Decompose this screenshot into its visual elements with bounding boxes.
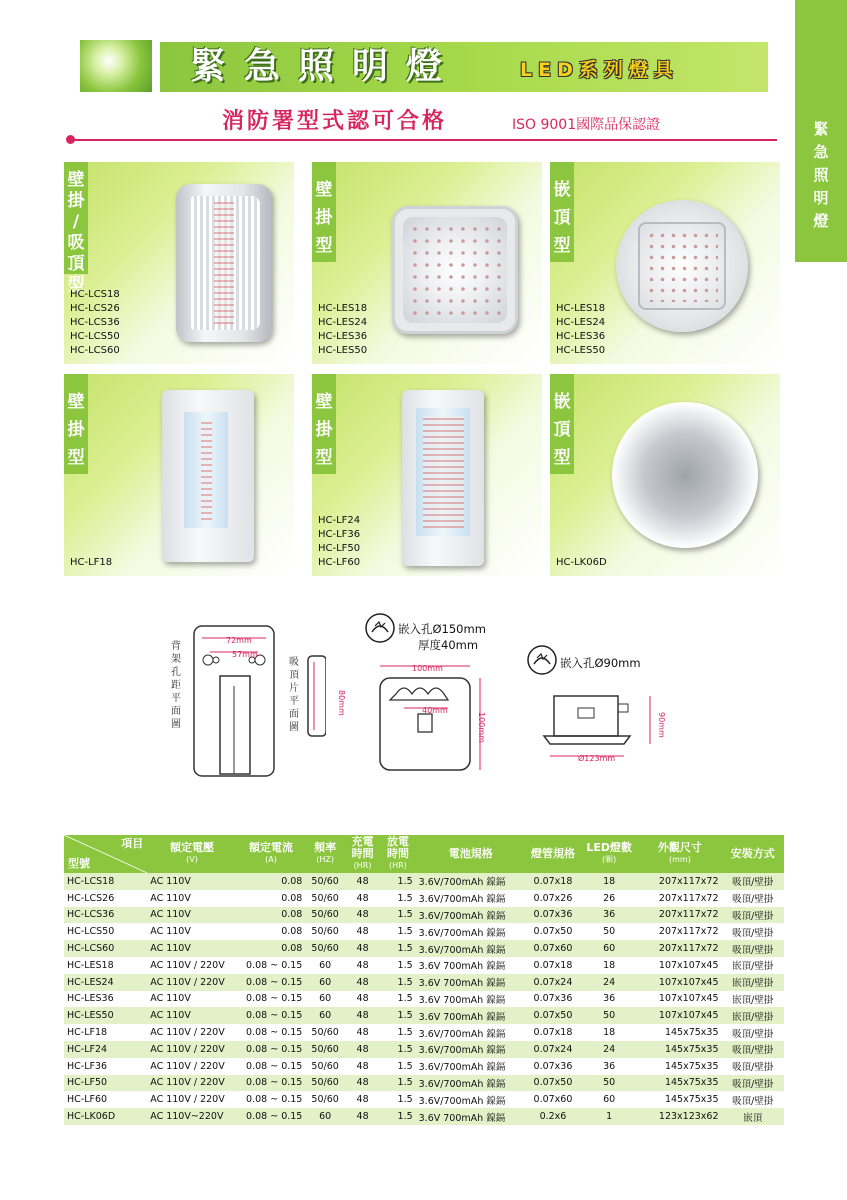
table-cell: 24 <box>580 974 638 991</box>
table-cell: 107x107x45 <box>638 974 721 991</box>
table-cell: 3.6V/700mAh 鎳鎘 <box>416 923 526 940</box>
model-item: HC-LES18 <box>556 303 606 314</box>
table-cell: 123x123x62 <box>638 1108 721 1125</box>
dim-123: Ø123mm <box>578 754 616 763</box>
table-cell: 48 <box>345 1007 380 1024</box>
table-cell: AC 110V <box>147 907 236 924</box>
table-cell: 0.08 <box>237 940 306 957</box>
table-cell: 嵌頂/壁掛 <box>722 1007 784 1024</box>
table-cell: 60 <box>580 1091 638 1108</box>
table-cell: 嵌頂/壁掛 <box>722 974 784 991</box>
card-type-label: 壁 掛 / 吸 頂 型 <box>67 170 85 295</box>
table-cell: 50 <box>580 923 638 940</box>
model-item: HC-LF18 <box>70 557 113 568</box>
table-cell: 1.5 <box>380 957 415 974</box>
table-cell: 吸頂/壁掛 <box>722 907 784 924</box>
table-cell: 嵌頂/壁掛 <box>722 991 784 1008</box>
table-cell: HC-LES24 <box>64 974 147 991</box>
certification-main: 消防署型式認可合格 <box>222 109 448 134</box>
model-list <box>70 288 120 358</box>
table-cell: HC-LCS36 <box>64 907 147 924</box>
table-cell: 145x75x35 <box>638 1091 721 1108</box>
table-cell: 48 <box>345 923 380 940</box>
card-type-strip <box>64 162 88 295</box>
table-cell: HC-LCS50 <box>64 923 147 940</box>
table-header-row <box>64 835 784 873</box>
model-item: HC-LES50 <box>318 345 368 356</box>
card-type-label: 壁 掛 型 <box>315 392 333 468</box>
table-cell: 50/60 <box>305 890 345 907</box>
table-cell: 0.08 <box>237 907 306 924</box>
table-row <box>64 923 784 940</box>
table-cell: 50/60 <box>305 940 345 957</box>
table-cell: 0.07x24 <box>526 1041 580 1058</box>
table-cell: 50/60 <box>305 1024 345 1041</box>
table-cell: 1.5 <box>380 873 415 890</box>
table-cell: 0.08 ~ 0.15 <box>237 1091 306 1108</box>
table-cell: 48 <box>345 1108 380 1125</box>
table-cell: AC 110V / 220V <box>147 1091 236 1108</box>
table-cell: 0.08 ~ 0.15 <box>237 974 306 991</box>
lamp-photo <box>402 390 484 566</box>
table-cell: 吸頂/壁掛 <box>722 940 784 957</box>
table-cell: AC 110V <box>147 940 236 957</box>
model-item: HC-LES24 <box>556 317 606 328</box>
header-battery: 電池規格 <box>416 835 526 873</box>
header-current: 額定電流 (A) <box>237 835 306 873</box>
table-cell: AC 110V <box>147 873 236 890</box>
model-item: HC-LES36 <box>556 331 606 342</box>
page-title: 緊急照明燈 <box>190 46 461 87</box>
model-item: HC-LES50 <box>556 345 606 356</box>
table-cell: 107x107x45 <box>638 1007 721 1024</box>
table-cell: 60 <box>305 991 345 1008</box>
card-type-label: 壁 掛 型 <box>315 180 333 256</box>
lamp-photo <box>612 402 758 548</box>
product-card-lf18 <box>64 374 294 576</box>
table-cell: 0.07x18 <box>526 873 580 890</box>
table-cell: 50/60 <box>305 1058 345 1075</box>
dim-80: 80mm <box>337 690 346 716</box>
table-cell: 3.6V 700mAh 鎳鎘 <box>416 974 526 991</box>
table-cell: 145x75x35 <box>638 1024 721 1041</box>
table-cell: 18 <box>580 1024 638 1041</box>
table-cell: 1.5 <box>380 940 415 957</box>
dim-100-width: 100mm <box>412 664 443 673</box>
table-cell: AC 110V <box>147 1007 236 1024</box>
header-model: 型號 <box>68 857 90 870</box>
header-size: 外觀尺寸 (mm) <box>638 835 721 873</box>
header-charge-time: 充電時間 (HR) <box>345 835 380 873</box>
model-item: HC-LCS18 <box>70 289 120 300</box>
table-cell: AC 110V / 220V <box>147 974 236 991</box>
table-cell: 3.6V 700mAh 鎳鎘 <box>416 1007 526 1024</box>
table-cell: 1.5 <box>380 1058 415 1075</box>
model-item: HC-LF24 <box>318 515 361 526</box>
model-item: HC-LF50 <box>318 543 361 554</box>
table-row <box>64 1007 784 1024</box>
table-cell: HC-LES18 <box>64 957 147 974</box>
model-list <box>318 302 367 358</box>
table-cell: 48 <box>345 940 380 957</box>
card-type-strip <box>550 374 574 474</box>
table-cell: 0.07x24 <box>526 974 580 991</box>
table-cell: 50 <box>580 1007 638 1024</box>
table-row <box>64 1108 784 1125</box>
product-card-lf <box>312 374 542 576</box>
lamp-photo <box>392 206 518 334</box>
table-cell: 0.07x18 <box>526 957 580 974</box>
table-cell: 207x117x72 <box>638 940 721 957</box>
table-cell: 0.07x60 <box>526 1091 580 1108</box>
table-cell: 0.08 ~ 0.15 <box>237 957 306 974</box>
table-cell: 吸頂/壁掛 <box>722 1091 784 1108</box>
side-tab <box>795 0 847 262</box>
table-cell: 0.08 ~ 0.15 <box>237 1041 306 1058</box>
card-type-strip <box>64 374 88 474</box>
table-cell: 107x107x45 <box>638 957 721 974</box>
table-cell: 1.5 <box>380 907 415 924</box>
table-cell: 26 <box>580 890 638 907</box>
card-type-strip <box>550 162 574 262</box>
table-cell: 50/60 <box>305 1041 345 1058</box>
table-cell: 1.5 <box>380 1041 415 1058</box>
card-type-label: 壁 掛 型 <box>67 392 85 468</box>
table-cell: 0.08 ~ 0.15 <box>237 991 306 1008</box>
product-card-les-recessed <box>550 162 780 364</box>
table-cell: 1.5 <box>380 1091 415 1108</box>
table-cell: 1.5 <box>380 974 415 991</box>
lamp-photo <box>162 390 254 562</box>
table-cell: 60 <box>305 957 345 974</box>
dim-90: 90mm <box>657 712 666 738</box>
table-cell: 1.5 <box>380 1075 415 1092</box>
table-cell: 48 <box>345 991 380 1008</box>
table-cell: HC-LF18 <box>64 1024 147 1041</box>
model-item: HC-LES18 <box>318 303 368 314</box>
table-cell: 3.6V/700mAh 鎳鎘 <box>416 1024 526 1041</box>
table-cell: 207x117x72 <box>638 907 721 924</box>
page-subtitle: LED系列燈具 <box>520 59 679 81</box>
table-cell: 107x107x45 <box>638 991 721 1008</box>
table-cell: 0.08 <box>237 923 306 940</box>
table-cell: 145x75x35 <box>638 1058 721 1075</box>
table-cell: 50/60 <box>305 1091 345 1108</box>
table-cell: 吸頂/壁掛 <box>722 890 784 907</box>
table-cell: 24 <box>580 1041 638 1058</box>
cutout-150-label: 嵌入孔Ø150mm <box>398 622 486 636</box>
table-cell: HC-LES36 <box>64 991 147 1008</box>
table-cell: AC 110V / 220V <box>147 1075 236 1092</box>
card-type-label: 嵌 頂 型 <box>553 392 571 468</box>
dim-57: 57mm <box>232 650 258 659</box>
table-cell: 48 <box>345 890 380 907</box>
header-install: 安裝方式 <box>722 835 784 873</box>
table-cell: 0.07x50 <box>526 923 580 940</box>
table-cell: 吸頂/壁掛 <box>722 923 784 940</box>
certification-iso: ISO 9001國際品保認證 <box>512 117 661 133</box>
model-list <box>70 556 112 570</box>
table-cell: 1.5 <box>380 1007 415 1024</box>
table-cell: HC-LES50 <box>64 1007 147 1024</box>
table-cell: 145x75x35 <box>638 1041 721 1058</box>
table-cell: 18 <box>580 957 638 974</box>
table-cell: 36 <box>580 991 638 1008</box>
table-cell: 145x75x35 <box>638 1075 721 1092</box>
table-cell: 嵌頂/壁掛 <box>722 957 784 974</box>
side-tab-label: 緊 急 照 明 燈 <box>813 120 829 230</box>
card-type-label: 嵌 頂 型 <box>553 180 571 256</box>
cutout-icon-90 <box>526 644 558 676</box>
table-row <box>64 991 784 1008</box>
dim-40: 40mm <box>422 706 448 715</box>
table-cell: 48 <box>345 873 380 890</box>
table-row <box>64 1058 784 1075</box>
table-row <box>64 940 784 957</box>
table-cell: 3.6V/700mAh 鎳鎘 <box>416 1091 526 1108</box>
table-row <box>64 1024 784 1041</box>
table-cell: 0.08 <box>237 890 306 907</box>
table-cell: 60 <box>580 940 638 957</box>
header-frequency: 頻率 (HZ) <box>305 835 345 873</box>
table-cell: HC-LCS60 <box>64 940 147 957</box>
table-cell: 嵌頂 <box>722 1108 784 1125</box>
table-cell: 1.5 <box>380 1108 415 1125</box>
table-cell: 3.6V 700mAh 鎳鎘 <box>416 957 526 974</box>
header-rule <box>70 139 777 141</box>
spec-table <box>64 835 784 1125</box>
table-cell: 3.6V/700mAh 鎳鎘 <box>416 940 526 957</box>
product-card-lcs <box>64 162 294 364</box>
table-row <box>64 957 784 974</box>
thickness-label: 厚度40mm <box>418 638 479 652</box>
table-cell: 50/60 <box>305 873 345 890</box>
table-cell: 3.6V/700mAh 鎳鎘 <box>416 1058 526 1075</box>
table-cell: HC-LK06D <box>64 1108 147 1125</box>
table-cell: HC-LF24 <box>64 1041 147 1058</box>
table-cell: AC 110V <box>147 991 236 1008</box>
table-cell: 207x117x72 <box>638 873 721 890</box>
table-cell: AC 110V~220V <box>147 1108 236 1125</box>
table-cell: 3.6V 700mAh 鎳鎘 <box>416 991 526 1008</box>
table-cell: 0.2x6 <box>526 1108 580 1125</box>
table-cell: 48 <box>345 974 380 991</box>
model-item: HC-LES24 <box>318 317 368 328</box>
table-cell: 0.07x50 <box>526 1075 580 1092</box>
table-cell: AC 110V / 220V <box>147 1024 236 1041</box>
table-cell: 0.08 ~ 0.15 <box>237 1024 306 1041</box>
table-cell: 0.08 ~ 0.15 <box>237 1058 306 1075</box>
table-cell: 50/60 <box>305 907 345 924</box>
table-cell: 36 <box>580 907 638 924</box>
table-cell: AC 110V / 220V <box>147 1058 236 1075</box>
table-cell: 60 <box>305 974 345 991</box>
table-cell: HC-LF50 <box>64 1075 147 1092</box>
header-led-count: LED燈數 (顆) <box>580 835 638 873</box>
table-cell: 1.5 <box>380 890 415 907</box>
table-cell: 3.6V/700mAh 鎳鎘 <box>416 1041 526 1058</box>
table-cell: 0.08 <box>237 873 306 890</box>
table-cell: AC 110V / 220V <box>147 1041 236 1058</box>
table-cell: 吸頂/壁掛 <box>722 1024 784 1041</box>
header-discharge-time: 放電時間 (HR) <box>380 835 415 873</box>
table-row <box>64 907 784 924</box>
table-cell: 0.08 ~ 0.15 <box>237 1075 306 1092</box>
table-cell: 50/60 <box>305 1075 345 1092</box>
table-cell: 1.5 <box>380 923 415 940</box>
header-item: 項目 <box>121 837 144 850</box>
model-list <box>556 302 605 358</box>
table-cell: 3.6V 700mAh 鎳鎘 <box>416 1108 526 1125</box>
table-cell: HC-LF60 <box>64 1091 147 1108</box>
table-cell: 0.07x26 <box>526 890 580 907</box>
table-cell: 48 <box>345 1024 380 1041</box>
table-cell: HC-LF36 <box>64 1058 147 1075</box>
table-cell: 0.07x36 <box>526 1058 580 1075</box>
table-cell: 207x117x72 <box>638 923 721 940</box>
table-cell: 0.07x50 <box>526 1007 580 1024</box>
model-item: HC-LF60 <box>318 557 361 568</box>
table-cell: AC 110V / 220V <box>147 957 236 974</box>
model-item: HC-LCS60 <box>70 345 120 356</box>
table-cell: 207x117x72 <box>638 890 721 907</box>
table-cell: 60 <box>305 1108 345 1125</box>
model-item: HC-LCS50 <box>70 331 120 342</box>
table-row <box>64 974 784 991</box>
table-cell: 50/60 <box>305 923 345 940</box>
table-cell: 3.6V/700mAh 鎳鎘 <box>416 873 526 890</box>
table-cell: 1.5 <box>380 991 415 1008</box>
table-cell: 吸頂/壁掛 <box>722 1041 784 1058</box>
wall-bracket-diagram <box>186 612 326 782</box>
card-type-strip <box>312 374 336 474</box>
table-cell: 吸頂/壁掛 <box>722 1075 784 1092</box>
header-item-model <box>64 835 147 873</box>
table-cell: HC-LCS18 <box>64 873 147 890</box>
table-cell: 48 <box>345 957 380 974</box>
table-cell: 36 <box>580 1058 638 1075</box>
model-item: HC-LES36 <box>318 331 368 342</box>
header-logo <box>80 40 152 92</box>
table-cell: 48 <box>345 1041 380 1058</box>
dim-72: 72mm <box>226 636 252 645</box>
table-cell: 0.08 ~ 0.15 <box>237 1007 306 1024</box>
product-card-les-wall <box>312 162 542 364</box>
table-cell: 0.08 ~ 0.15 <box>237 1108 306 1125</box>
table-cell: 3.6V/700mAh 鎳鎘 <box>416 890 526 907</box>
table-row <box>64 890 784 907</box>
back-plate-label: 背 架 孔 距 平 面 圖 <box>171 641 181 730</box>
table-cell: 60 <box>305 1007 345 1024</box>
table-cell: AC 110V <box>147 923 236 940</box>
table-cell: HC-LCS26 <box>64 890 147 907</box>
table-cell: 0.07x36 <box>526 907 580 924</box>
table-row <box>64 1075 784 1092</box>
table-row <box>64 1041 784 1058</box>
card-type-strip <box>312 162 336 262</box>
table-row <box>64 873 784 890</box>
table-row <box>64 1091 784 1108</box>
table-cell: 48 <box>345 1058 380 1075</box>
table-cell: 1.5 <box>380 1024 415 1041</box>
table-cell: 3.6V/700mAh 鎳鎘 <box>416 1075 526 1092</box>
product-card-lk06d <box>550 374 780 576</box>
table-cell: 50 <box>580 1075 638 1092</box>
model-item: HC-LF36 <box>318 529 361 540</box>
model-item: HC-LCS36 <box>70 317 120 328</box>
table-cell: 3.6V/700mAh 鎳鎘 <box>416 907 526 924</box>
ceiling-plate-label: 吸 頂 片 平 面 圖 <box>289 657 299 733</box>
model-item: HC-LK06D <box>556 557 607 568</box>
header-voltage: 額定電壓 (V) <box>147 835 236 873</box>
table-cell: 1 <box>580 1108 638 1125</box>
model-item: HC-LCS26 <box>70 303 120 314</box>
spec-table-body <box>64 873 784 1125</box>
table-cell: 18 <box>580 873 638 890</box>
table-cell: 0.07x36 <box>526 991 580 1008</box>
table-cell: 吸頂/壁掛 <box>722 873 784 890</box>
cutout-icon-150 <box>364 612 396 644</box>
lamp-photo <box>176 184 272 342</box>
model-list <box>556 556 607 570</box>
cutout-90-label: 嵌入孔Ø90mm <box>560 656 641 670</box>
header-tube: 燈管規格 <box>526 835 580 873</box>
lamp-photo <box>616 200 748 332</box>
table-cell: 0.07x60 <box>526 940 580 957</box>
table-cell: AC 110V <box>147 890 236 907</box>
dim-100-height: 100mm <box>477 712 486 743</box>
table-cell: 48 <box>345 1075 380 1092</box>
table-cell: 0.07x18 <box>526 1024 580 1041</box>
model-list <box>318 514 360 570</box>
table-cell: 48 <box>345 1091 380 1108</box>
table-cell: 48 <box>345 907 380 924</box>
table-cell: 吸頂/壁掛 <box>722 1058 784 1075</box>
